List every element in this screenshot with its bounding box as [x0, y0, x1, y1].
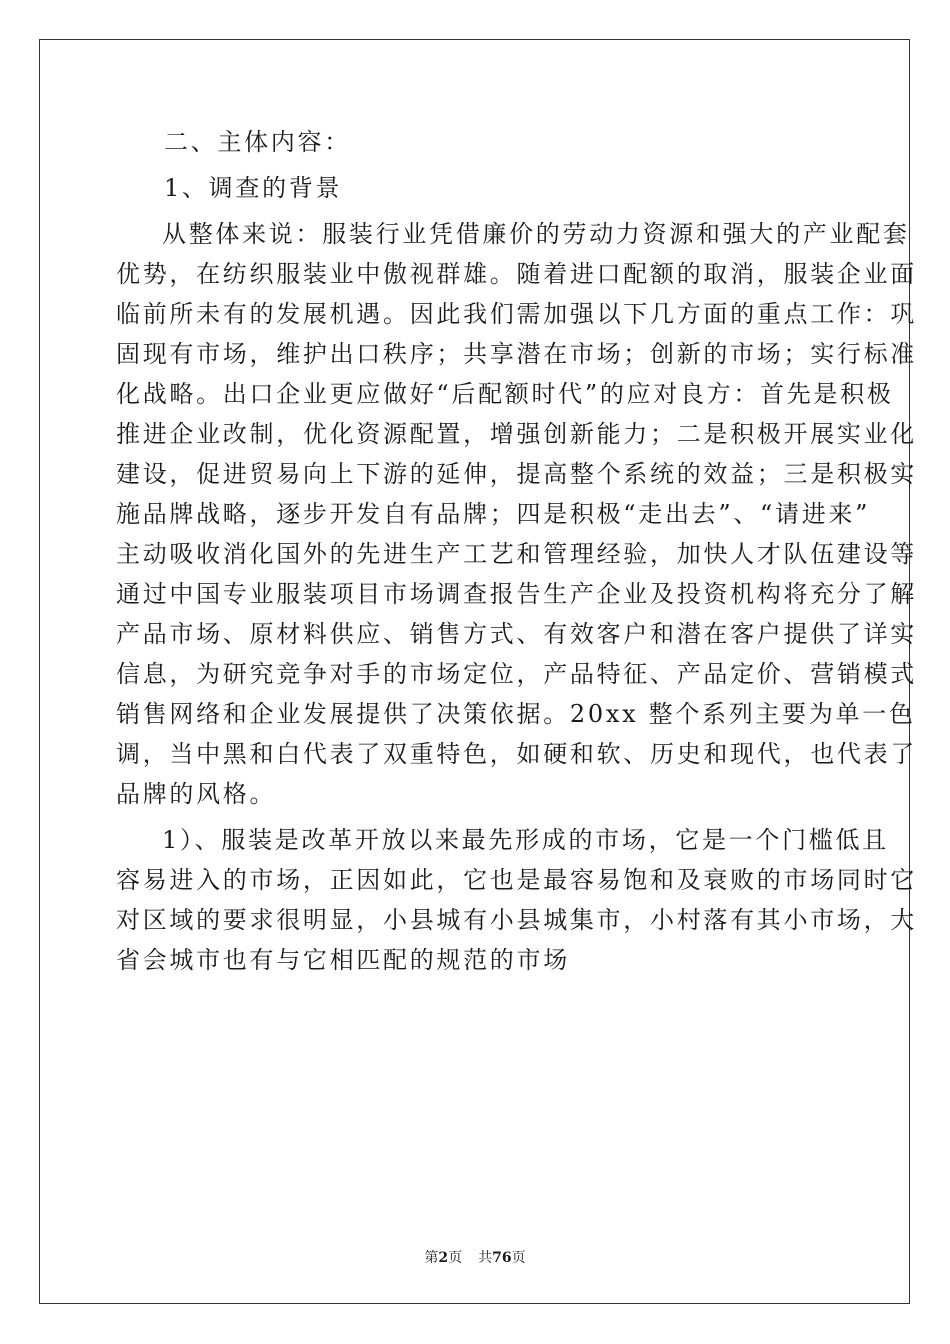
paragraph-line: 从整体来说：服装行业凭借廉价的劳动力资源和强大的产业配套: [162, 220, 910, 248]
paragraph-line: 固现有市场，维护出口秩序；共享潜在市场；创新的市场；实行标准: [116, 340, 917, 368]
paragraph-line: 信息，为研究竞争对手的市场定位，产品特征、产品定价、营销模式: [116, 660, 917, 688]
page-label-prefix: 第: [424, 1250, 439, 1266]
paragraph-line: 主动吸收消化国外的先进生产工艺和管理经验，加快人才队伍建设等: [116, 540, 917, 568]
paragraph-line: 推进企业改制，优化资源配置，增强创新能力；二是积极开展实业化: [116, 420, 917, 448]
paragraph-line: 通过中国专业服装项目市场调查报告生产企业及投资机构将充分了解: [116, 580, 917, 608]
page-footer: [0, 1249, 950, 1267]
paragraph-line: 优势，在纺织服装业中傲视群雄。随着进口配额的取消，服装企业面: [116, 260, 917, 288]
paragraph-market: [116, 820, 917, 980]
total-label-suffix: 页: [511, 1250, 526, 1266]
section-heading: 二、主体内容：: [164, 128, 351, 156]
document-body: [116, 122, 917, 980]
paragraph-line: 省会城市也有与它相匹配的规范的市场: [116, 946, 570, 974]
total-pages: 76: [492, 1250, 512, 1266]
paragraph-line: 建设，促进贸易向上下游的延伸，提高整个系统的效益；三是积极实: [116, 460, 917, 488]
paragraph-background: [116, 214, 917, 814]
paragraph-line: 容易进入的市场，正因如此，它也是最容易饱和及衰败的市场同时它: [116, 866, 917, 894]
paragraph-line: 调，当中黑和白代表了双重特色，如硬和软、历史和现代，也代表了: [116, 740, 917, 768]
page-number: 2: [438, 1250, 449, 1266]
paragraph-line: 品牌的风格。: [116, 780, 277, 808]
paragraph-line: 临前所未有的发展机遇。因此我们需加强以下几方面的重点工作：巩: [116, 300, 917, 328]
paragraph-line: 对区域的要求很明显，小县城有小县城集市，小村落有其小市场，大: [116, 906, 917, 934]
paragraph-line: 施品牌战略，逐步开发自有品牌；四是积极“走出去”、“请进来”: [116, 500, 871, 528]
total-label-prefix: 共: [478, 1250, 493, 1266]
paragraph-line: 1）、服装是改革开放以来最先形成的市场，它是一个门槛低且: [162, 826, 889, 854]
subsection-heading: 1、调查的背景: [164, 174, 343, 202]
paragraph-line: 化战略。出口企业更应做好“后配额时代”的应对良方：首先是积极: [116, 380, 894, 408]
paragraph-line: 销售网络和企业发展提供了决策依据。20xx 整个系列主要为单一色: [116, 700, 916, 728]
paragraph-line: 产品市场、原材料供应、销售方式、有效客户和潜在客户提供了详实: [116, 620, 917, 648]
page-label-suffix: 页: [448, 1250, 463, 1266]
